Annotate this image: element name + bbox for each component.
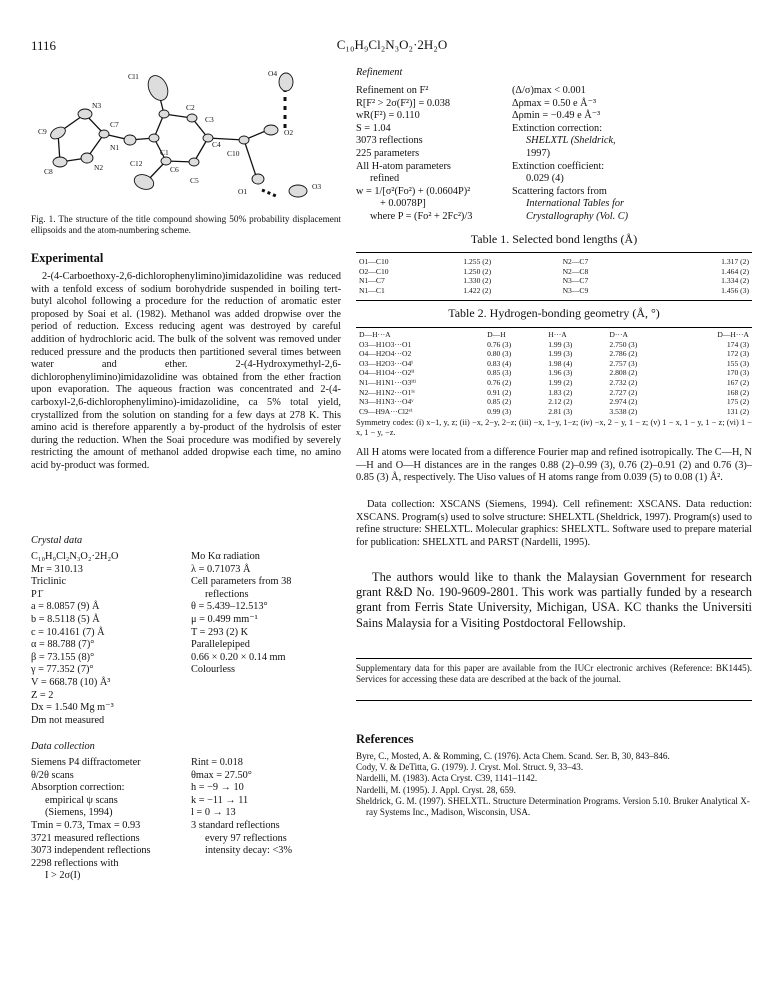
software-paragraph: Data collection: XSCANS (Siemens, 1994). Cell refinement: XSCANS. Data reduction: XSCANS. Program(s) used to solve structure: SHELXTL (Sheldrick, 1997). Program(s) used to refine structure: SHELXTL. Molecular graphics: SHELXTL. Software used to prepare material for publication: SHELXTL and PARST (Nardelli, 1995). <box>356 499 752 548</box>
atom-label: C8 <box>44 167 53 176</box>
atom-label: O2 <box>284 128 294 137</box>
atom-label: Cl1 <box>128 72 139 81</box>
atom-label: C9 <box>38 127 47 136</box>
list-item: Nardelli, M. (1995). J. Appl. Cryst. 28, 659. <box>356 784 516 795</box>
atom-label: C12 <box>130 159 143 168</box>
table-row: O4—H2O4···O2 0.80 (3) 1.99 (3) 2.786 (2) 172 (3) <box>359 349 749 359</box>
refinement-left: Refinement on F² R[F² > 2σ(F²)] = 0.038 wR(F²) = 0.110 S = 1.04 3073 reflections 225 parameters All H-atom parameters refined w = 1/[σ²(Fo²) + (0.0604P)² + 0.0078P] where P = (Fo² + 2Fc²)/3 <box>356 85 473 222</box>
list-item: Sheldrick, G. M. (1997). SHELXTL. Structure Determination Programs. Version 5.10. Bruker Analytical X-ray Systems Inc., Madison, Wisconsin, USA. <box>356 795 750 818</box>
table-row: N1—H1N1···O3ⁱⁱⁱ 0.76 (2) 1.99 (2) 2.732 (2) 167 (2) <box>359 377 749 387</box>
atom-label: C6 <box>170 165 179 174</box>
atom-label: N3 <box>92 101 102 110</box>
figure-caption: Fig. 1. The structure of the title compound showing 50% probability displacement ellipsoids and the atom-numbering scheme. <box>31 214 341 235</box>
references-list <box>356 751 752 818</box>
hydrogen-bond-table <box>356 330 752 416</box>
table-row: O1—C10 1.255 (2) N2—C7 1.317 (2) <box>359 257 749 266</box>
atom-label: C7 <box>110 120 119 129</box>
acknowledgement: The authors would like to thank the Malaysian Government for research grant R&D No. 190-9609-2801. This work was partially funded by a research grant from Ferris State University, Michigan, USA. KC thanks the Universiti Sains Malaysia for a Visiting Postdoctoral Fellowship. <box>356 570 752 630</box>
references-heading: References <box>356 732 414 746</box>
atom-label: C5 <box>190 176 199 185</box>
bond-lengths-table <box>356 257 752 295</box>
table-row: N1—C1 1.422 (2) N3—C9 1.456 (3) <box>359 285 749 295</box>
table-row: O3—H1O3···O1 0.76 (3) 1.99 (3) 2.750 (3) 174 (3) <box>359 339 749 349</box>
crystal-data-right: Mo Kα radiation λ = 0.71073 Å Cell parameters from 38 reflections θ = 5.439–12.513° μ = 0.499 mm⁻¹ T = 293 (2) K Parallelepiped 0.66 × 0.20 × 0.14 mm Colourless <box>191 551 292 676</box>
atom-label: N2 <box>94 163 104 172</box>
list-item: Byre, C., Mosted, A. & Romming, C. (1976). Acta Chem. Scand. Ser. B, 30, 843–846. <box>356 751 670 761</box>
data-collection-left: Siemens P4 diffractometer θ/2θ scans Absorption correction: empirical ψ scans (Siemens, 1994) Tmin = 0.73, Tmax = 0.93 3721 measured reflections 3073 independent reflections 2298 reflections with I > 2σ(I) <box>31 757 151 882</box>
atom-label: O1 <box>238 187 248 196</box>
atom-label: C10 <box>227 149 240 158</box>
table-row: N2—H1N2···O1ⁱᵛ 0.91 (2) 1.83 (2) 2.727 (2) 168 (2) <box>359 387 749 397</box>
subsection-heading: Refinement <box>356 67 403 78</box>
table-row: O2—C10 1.250 (2) N2—C8 1.464 (2) <box>359 266 749 276</box>
table-row: N1—C7 1.330 (2) N3—C7 1.334 (2) <box>359 276 749 286</box>
h-atoms-paragraph: All H atoms were located from a difference Fourier map and refined isotropically. The C—H, N—H and O—H distances are in the ranges 0.88 (2)–0.99 (3), 0.76 (2)–0.91 (2) and 0.76 (3)–0.85 (3) Å, respectively. The Uiso values of H atoms range from 0.039 (5) to 0.08 (1) Å². <box>356 447 752 484</box>
refinement-right: (Δ/σ)max < 0.001 Δρmax = 0.50 e Å⁻³ Δρmin = −0.49 e Å⁻³ Extinction correction: SHELXTL (Sheldrick, 1997) Extinction coefficient: 0.029 (4) Scattering factors from International Tables for Crystallography (Vol. C) <box>512 85 629 222</box>
table-row: O3—H2O3···O4ⁱ 0.83 (4) 1.98 (4) 2.757 (3) 155 (3) <box>359 358 749 368</box>
table-row: N3—H1N3···O4ᵛ 0.85 (2) 2.12 (2) 2.974 (2) 175 (2) <box>359 397 749 407</box>
table-row: O4—H1O4···O2ⁱⁱ 0.85 (3) 1.96 (3) 2.808 (2) 170 (3) <box>359 368 749 378</box>
page-number: 1116 <box>31 38 57 53</box>
subsection-heading: Data collection <box>31 741 95 752</box>
supplementary-note: Supplementary data for this paper are available from the IUCr electronic archives (Reference: BK1445). Services for accessing these data are described at the back of the journal. <box>356 663 752 684</box>
atom-label: C3 <box>205 115 214 124</box>
section-heading: Experimental <box>31 251 104 265</box>
data-collection-right: Rint = 0.018 θmax = 27.50° h = −9 → 10 k = −11 → 11 l = 0 → 13 3 standard reflections every 97 reflections intensity decay: <3% <box>191 757 293 857</box>
experimental-paragraph: 2-(4-Carboethoxy-2,6-dichlorophenylimino)imidazolidine was reduced with a tenfold excess of sodium borohydride suspended in boiling tert-butyl alcohol following a procedure for the reduction of aromatic ester proposed by Soai et al. (1982). Methanol was added dropwise over the period of reduction. Excess reducing agent was destroyed by careful addition of hydrochloric acid. The bulk of the solvent was removed under reduced pressure and the products then partitioned several times between water and ether. 2-(4-Hydroxymethyl-2,6-dichlorophenylimino)imidazolidine was obtained from the ether fraction upon evaporation. The aqueous fraction was concentrated and 2-(4-carboxyl-2,6-dichlorophenylimino)-imidazolidine, ca 5% total yield, crystallized from the solution on standing for a few days at 278 K. This amino acid is therefore apparently a by-product of the hydrolsis of ester during the reduction. When the Soai procedure was modified by severely restricting the amount of methanol added dropwise each time, no amino acid by-product was formed. <box>31 271 341 471</box>
symmetry-codes: Symmetry codes: (i) x−1, y, z; (ii) −x, 2−y, 2−z; (iii) −x, 1−y, 1−z; (iv) −x, 2 − y, 1 − z; (v) 1 − x, 1 − y, 1 − z; (vi) 1 − x, 1 − y, −z. <box>356 418 752 438</box>
list-item: Cody, V. & DeTitta, G. (1979). J. Cryst. Mol. Struct. 9, 33–43. <box>356 762 584 773</box>
atom-label: C1 <box>160 148 169 157</box>
atom-label: C4 <box>212 140 221 149</box>
crystal-data-left: C₁₀H₉Cl₂N₃O₂·2H₂O Mr = 310.13 Triclinic P1̄ a = 8.0857 (9) Å b = 8.5118 (5) Å c = 10.4161 (7) Å α = 88.788 (7)° β = 73.155 (8)° γ = 77.352 (7)° V = 668.78 (10) Å³ Z = 2 Dx = 1.540 Mg m⁻³ Dm not measured <box>31 551 119 726</box>
molecular-structure-figure <box>30 58 340 216</box>
atom-label: N1 <box>110 143 120 152</box>
atom-label: O4 <box>268 69 278 78</box>
table-title: Table 1. Selected bond lengths (Å) <box>470 232 638 246</box>
table-header-row: D—H···A D—H H···A D···A D—H···A <box>359 330 749 339</box>
atom-label: C2 <box>186 103 195 112</box>
list-item: Nardelli, M. (1983). Acta Cryst. C39, 1141–1142. <box>356 773 538 784</box>
atom-label: O3 <box>312 182 322 191</box>
table-row: C9—H9A···Cl2ᵛⁱ 0.99 (3) 2.81 (3) 3.538 (2) 131 (2) <box>359 406 749 416</box>
subsection-heading: Crystal data <box>31 535 83 546</box>
table-title: Table 2. Hydrogen-bonding geometry (Å, °) <box>448 306 660 320</box>
running-title: C₁₀H₉Cl₂N₃O₂·2H₂O <box>336 37 448 52</box>
